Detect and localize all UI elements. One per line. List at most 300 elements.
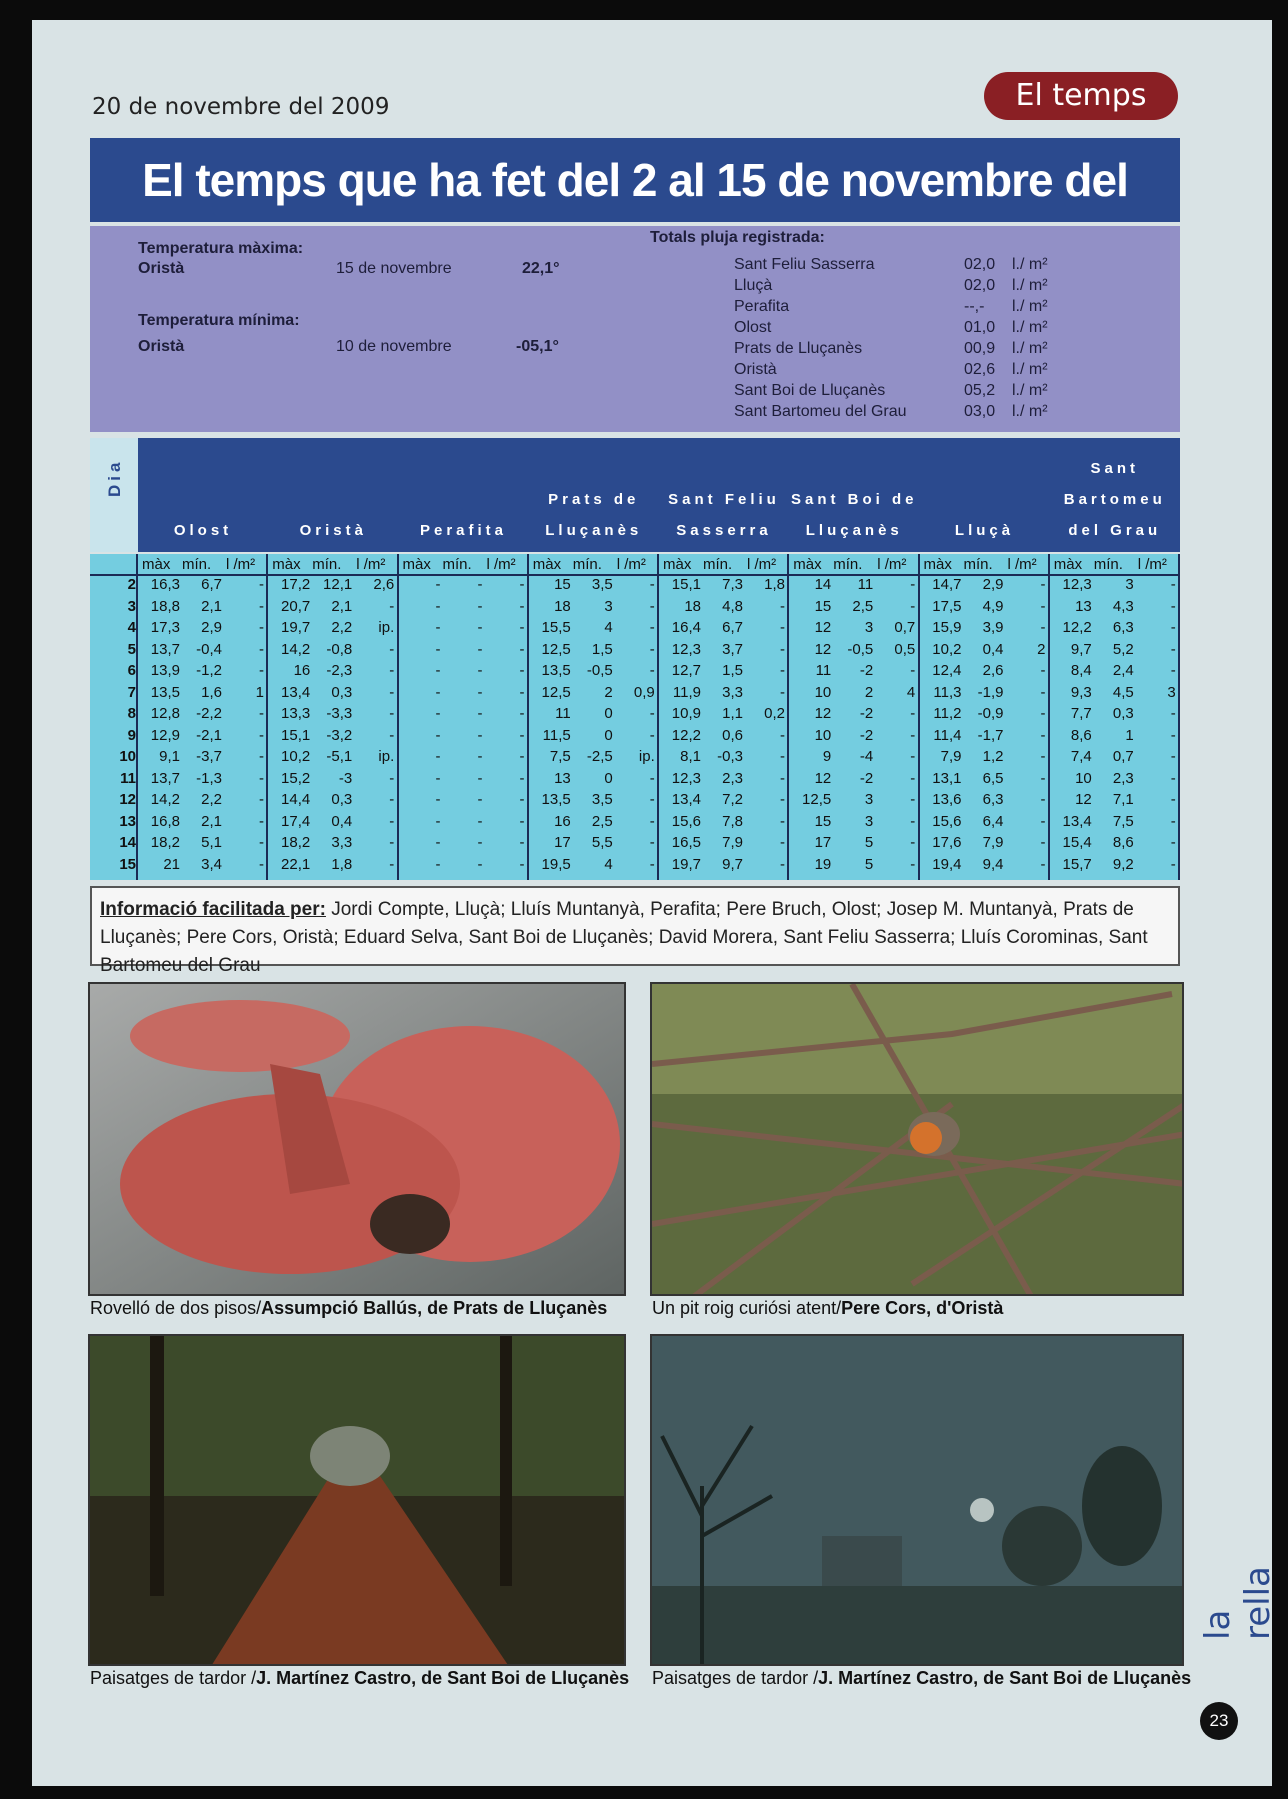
table-cell: 12 bbox=[814, 705, 832, 722]
column-divider bbox=[918, 554, 920, 880]
table-cell: 11 bbox=[815, 662, 832, 679]
table-cell: - bbox=[435, 791, 441, 808]
table-cell: - bbox=[780, 640, 785, 658]
table-cell: 7,4 bbox=[1070, 748, 1092, 765]
table-cell: 19,7 bbox=[281, 619, 311, 636]
column-subheader: mín. bbox=[833, 556, 863, 573]
table-cell: -1,2 bbox=[196, 662, 222, 679]
table-cell: 15,5 bbox=[541, 619, 571, 636]
table-cell: - bbox=[259, 748, 264, 765]
table-cell: - bbox=[477, 855, 483, 873]
page-number: 23 bbox=[1200, 1702, 1238, 1740]
publication-name: la rella bbox=[1198, 1566, 1278, 1640]
table-cell: - bbox=[780, 748, 785, 765]
day-cell: 9 bbox=[127, 726, 136, 744]
table-cell: 11,3 bbox=[933, 683, 962, 701]
table-cell: - bbox=[259, 662, 264, 679]
table-cell: -1,7 bbox=[977, 726, 1004, 744]
table-cell: - bbox=[780, 812, 785, 830]
table-cell: -2 bbox=[859, 705, 874, 722]
table-cell: - bbox=[435, 640, 441, 658]
table-cell: 19,7 bbox=[671, 855, 701, 873]
table-cell: - bbox=[477, 769, 483, 787]
table-cell: 2,2 bbox=[201, 791, 222, 808]
table-cell: 3 bbox=[1125, 576, 1134, 593]
table-cell: 0 bbox=[604, 726, 613, 744]
table-cell: - bbox=[435, 662, 441, 679]
rain-value: 02,0 bbox=[964, 256, 996, 273]
caption-1-text: Rovelló de dos pisos/ bbox=[90, 1298, 262, 1318]
table-cell: 20,7 bbox=[281, 597, 311, 615]
caption-1-credit: Assumpció Ballús, de Prats de Lluçanès bbox=[261, 1298, 608, 1318]
table-cell: - bbox=[1170, 834, 1176, 851]
table-cell: - bbox=[435, 812, 441, 830]
table-cell: 11 bbox=[555, 705, 571, 722]
table-cell: - bbox=[1040, 791, 1046, 808]
table-cell: - bbox=[477, 834, 483, 851]
rain-title: Totals pluja registrada: bbox=[650, 229, 825, 246]
photo-robin bbox=[650, 982, 1184, 1296]
column-subheader: l /m² bbox=[1007, 556, 1037, 573]
table-cell: 13 bbox=[554, 769, 571, 787]
station-header: Sant Boi de Lluçanès bbox=[790, 491, 918, 539]
table-cell: - bbox=[435, 834, 441, 851]
min-temp-value: -05,1° bbox=[516, 338, 559, 355]
column-subheader: mín. bbox=[1093, 556, 1123, 573]
table-cell: 13,7 bbox=[150, 640, 180, 658]
rain-value: 03,0 bbox=[964, 403, 996, 420]
table-cell: 12 bbox=[814, 640, 832, 658]
dia-label: Dia bbox=[105, 458, 124, 497]
station-header: Oristà bbox=[299, 522, 367, 539]
table-cell: 16,8 bbox=[150, 812, 180, 830]
day-cell: 2 bbox=[127, 576, 136, 593]
table-cell: 3,3 bbox=[722, 683, 743, 701]
column-subheader: mín. bbox=[442, 556, 472, 573]
table-cell: 6,7 bbox=[201, 576, 222, 593]
table-cell: 7,1 bbox=[1112, 791, 1134, 808]
caption-2 bbox=[652, 1298, 1003, 1319]
column-divider bbox=[787, 554, 789, 880]
table-cell: -0,5 bbox=[847, 640, 874, 658]
table-cell: 8,4 bbox=[1070, 662, 1092, 679]
rain-place: Sant Feliu Sasserra bbox=[734, 256, 875, 273]
table-cell: 9,7 bbox=[1070, 640, 1092, 658]
table-cell: - bbox=[477, 662, 483, 679]
table-cell: - bbox=[1040, 855, 1046, 873]
column-subheader: màx bbox=[663, 556, 692, 573]
photo-foggy-landscape bbox=[650, 1334, 1184, 1666]
table-cell: - bbox=[477, 748, 483, 765]
column-divider bbox=[1048, 554, 1050, 880]
table-cell: - bbox=[435, 683, 441, 701]
table-cell: - bbox=[1170, 769, 1176, 787]
table-cell: - bbox=[649, 619, 655, 636]
table-cell: 13,7 bbox=[150, 769, 180, 787]
column-subheader: mín. bbox=[703, 556, 733, 573]
table-cell: - bbox=[910, 726, 916, 744]
table-cell: - bbox=[389, 683, 395, 701]
table-cell: 11,9 bbox=[672, 683, 701, 701]
table-cell: - bbox=[1170, 705, 1176, 722]
table-cell: -2 bbox=[859, 769, 874, 787]
table-cell: - bbox=[259, 619, 264, 636]
table-cell: - bbox=[1040, 812, 1046, 830]
table-cell: 6,5 bbox=[982, 769, 1004, 787]
table-cell: 8,6 bbox=[1070, 726, 1092, 744]
table-cell: 14,2 bbox=[150, 791, 180, 808]
station-header: Sant Feliu Sasserra bbox=[668, 491, 780, 539]
table-cell: 0,4 bbox=[982, 640, 1004, 658]
table-cell: -0,3 bbox=[717, 748, 743, 765]
info-box bbox=[90, 886, 1180, 976]
table-cell: 9 bbox=[822, 748, 832, 765]
table-cell: - bbox=[389, 662, 395, 679]
column-subheader: l /m² bbox=[226, 556, 256, 573]
table-cell: 6,4 bbox=[982, 812, 1004, 830]
table-cell: - bbox=[910, 597, 916, 615]
table-cell: 7,9 bbox=[982, 834, 1004, 851]
rain-row bbox=[642, 340, 1072, 361]
table-cell: - bbox=[435, 619, 441, 636]
table-cell: - bbox=[519, 769, 525, 787]
table-cell: - bbox=[780, 769, 785, 787]
table-cell: 10 bbox=[1075, 769, 1092, 787]
table-cell: 2,5 bbox=[591, 812, 613, 830]
table-cell: - bbox=[649, 812, 655, 830]
page-title: El temps que ha fet del 2 al 15 de novembre del bbox=[90, 138, 1180, 222]
table-cell: 13,1 bbox=[932, 769, 962, 787]
table-cell: 1,5 bbox=[591, 640, 613, 658]
table-cell: 3,3 bbox=[331, 834, 353, 851]
table-cell: - bbox=[519, 726, 525, 744]
caption-4-text: Paisatges de tardor / bbox=[652, 1668, 819, 1688]
table-cell: - bbox=[1170, 576, 1176, 593]
table-cell: - bbox=[519, 576, 525, 593]
table-cell: 12,3 bbox=[671, 769, 701, 787]
table-cell: 12,4 bbox=[932, 662, 962, 679]
table-cell: 13,4 bbox=[281, 683, 311, 701]
caption-2-credit: Pere Cors, d'Oristà bbox=[841, 1298, 1004, 1318]
table-cell: 17,6 bbox=[932, 834, 962, 851]
table-cell: 9,4 bbox=[982, 855, 1004, 873]
table-cell: - bbox=[519, 597, 525, 615]
table-cell: - bbox=[649, 791, 655, 808]
column-subheader: màx bbox=[793, 556, 822, 573]
info-label: Informació facilitada per: bbox=[100, 899, 326, 920]
section-tag: El temps bbox=[984, 72, 1178, 120]
table-cell: - bbox=[259, 705, 264, 722]
column-subheader: l /m² bbox=[747, 556, 777, 573]
table-cell: 15 bbox=[814, 597, 832, 615]
rain-value: 01,0 bbox=[964, 319, 996, 336]
table-cell: 5,2 bbox=[1112, 640, 1134, 658]
table-cell: 4,8 bbox=[722, 597, 743, 615]
table-cell: -5,1 bbox=[326, 748, 353, 765]
table-cell: 17,5 bbox=[932, 597, 962, 615]
column-subheader: mín. bbox=[312, 556, 342, 573]
table-cell: - bbox=[910, 576, 916, 593]
table-cell: - bbox=[389, 705, 395, 722]
table-cell: 15,9 bbox=[932, 619, 962, 636]
table-cell: 17,3 bbox=[150, 619, 180, 636]
table-cell: - bbox=[780, 726, 785, 744]
table-cell: 1,1 bbox=[722, 705, 743, 722]
table-cell: - bbox=[477, 726, 483, 744]
table-cell: -2,3 bbox=[326, 662, 353, 679]
rain-place: Olost bbox=[734, 319, 772, 336]
table-cell: - bbox=[780, 791, 785, 808]
day-cell: 8 bbox=[127, 705, 136, 722]
column-subheader: màx bbox=[923, 556, 952, 573]
rain-row bbox=[642, 298, 1072, 319]
rain-place: Prats de Lluçanès bbox=[734, 340, 863, 357]
table-cell: - bbox=[389, 769, 395, 787]
table-cell: 15,7 bbox=[1062, 855, 1092, 873]
max-temp-value: 22,1° bbox=[522, 260, 560, 277]
day-cell: 12 bbox=[119, 791, 136, 808]
table-cell: 13,6 bbox=[932, 791, 962, 808]
table-cell: - bbox=[1170, 726, 1176, 744]
table-cell: 14 bbox=[814, 576, 832, 593]
table-cell: 7,7 bbox=[1070, 705, 1092, 722]
table-cell: - bbox=[477, 597, 483, 615]
table-cell: - bbox=[1040, 769, 1046, 787]
table-cell: 12,2 bbox=[1062, 619, 1092, 636]
table-cell: 15,4 bbox=[1062, 834, 1092, 851]
table-cell: - bbox=[1040, 748, 1046, 765]
table-cell: 18,8 bbox=[150, 597, 180, 615]
table-cell: 2,1 bbox=[331, 597, 353, 615]
day-cell: 11 bbox=[120, 769, 136, 787]
table-cell: - bbox=[519, 855, 525, 873]
table-cell: 16,4 bbox=[671, 619, 701, 636]
table-cell: - bbox=[1170, 662, 1176, 679]
table-cell: - bbox=[649, 662, 655, 679]
table-cell: -0,9 bbox=[977, 705, 1004, 722]
table-cell: 12,3 bbox=[671, 640, 701, 658]
table-cell: ip. bbox=[638, 748, 655, 765]
table-cell: 3 bbox=[864, 791, 874, 808]
table-cell: - bbox=[519, 662, 525, 679]
table-cell: 1,8 bbox=[331, 855, 353, 873]
table-cell: 10,2 bbox=[932, 640, 962, 658]
rain-unit: l./ m² bbox=[1012, 340, 1048, 357]
day-cell: 10 bbox=[119, 748, 136, 765]
table-cell: 10,9 bbox=[671, 705, 701, 722]
table-cell: 15 bbox=[554, 576, 571, 593]
caption-4-credit: J. Martínez Castro, de Sant Boi de Lluçanès bbox=[818, 1668, 1192, 1688]
table-cell: 12,5 bbox=[541, 640, 571, 658]
station-header: Prats de Lluçanès bbox=[545, 491, 643, 539]
rain-unit: l./ m² bbox=[1012, 277, 1048, 294]
table-cell: - bbox=[519, 812, 525, 830]
table-cell: 18 bbox=[554, 597, 571, 615]
table-cell: 12,5 bbox=[802, 791, 832, 808]
table-cell: - bbox=[259, 597, 264, 615]
table-cell: 2,9 bbox=[982, 576, 1004, 593]
max-temp-date: 15 de novembre bbox=[336, 260, 452, 277]
table-cell: - bbox=[1040, 705, 1046, 722]
table-cell: - bbox=[910, 748, 916, 765]
table-cell: - bbox=[649, 769, 655, 787]
table-cell: 13,9 bbox=[150, 662, 180, 679]
column-divider bbox=[266, 554, 268, 880]
dia-column-header bbox=[90, 438, 138, 552]
rain-place: Sant Boi de Lluçanès bbox=[734, 382, 886, 399]
table-cell: - bbox=[259, 791, 264, 808]
table-cell: 10,2 bbox=[281, 748, 311, 765]
table-cell: 0,2 bbox=[764, 705, 785, 722]
table-cell: 1,8 bbox=[764, 576, 785, 593]
table-cell: - bbox=[389, 597, 395, 615]
caption-3-credit: J. Martínez Castro, de Sant Boi de Lluçanès bbox=[256, 1668, 630, 1688]
table-cell: -2,2 bbox=[196, 705, 222, 722]
rain-unit: l./ m² bbox=[1012, 319, 1048, 336]
table-cell: 2,4 bbox=[1112, 662, 1134, 679]
table-cell: - bbox=[435, 597, 441, 615]
issue-date: 20 de novembre del 2009 bbox=[92, 94, 390, 120]
table-cell: 12 bbox=[814, 619, 832, 636]
table-cell: - bbox=[1040, 619, 1046, 636]
header-divider bbox=[90, 574, 1180, 576]
table-cell: 0,7 bbox=[894, 619, 916, 636]
table-cell: - bbox=[910, 791, 916, 808]
table-cell: 7,9 bbox=[722, 834, 743, 851]
table-cell: - bbox=[259, 812, 264, 830]
station-header: Sant Bartomeu del Grau bbox=[1063, 460, 1166, 539]
rain-unit: l./ m² bbox=[1012, 403, 1048, 420]
table-cell: 4,9 bbox=[982, 597, 1004, 615]
table-cell: - bbox=[389, 640, 395, 658]
table-cell: - bbox=[1040, 597, 1046, 615]
caption-3-text: Paisatges de tardor / bbox=[90, 1668, 257, 1688]
table-cell: 9,3 bbox=[1070, 683, 1092, 701]
table-cell: 2,2 bbox=[331, 619, 353, 636]
table-cell: 8,6 bbox=[1112, 834, 1134, 851]
day-cell: 4 bbox=[127, 619, 136, 636]
table-cell: 12 bbox=[1075, 791, 1092, 808]
station-header: Lluçà bbox=[954, 522, 1015, 539]
table-cell: 6,3 bbox=[1112, 619, 1134, 636]
table-cell: - bbox=[435, 576, 441, 593]
table-cell: - bbox=[780, 597, 785, 615]
table-cell: 0,4 bbox=[331, 812, 353, 830]
table-cell: 3,7 bbox=[722, 640, 743, 658]
table-cell: 2,3 bbox=[722, 769, 743, 787]
table-cell: - bbox=[649, 597, 655, 615]
table-cell: - bbox=[1170, 597, 1176, 615]
table-cell: 16,5 bbox=[671, 834, 701, 851]
table-cell: - bbox=[259, 769, 264, 787]
rain-unit: l./ m² bbox=[1012, 256, 1048, 273]
column-divider bbox=[136, 554, 138, 880]
table-cell: 0 bbox=[604, 769, 613, 787]
info-text: Jordi Compte, Lluçà; Lluís Muntanyà, Perafita; Pere Bruch, Olost; Josep M. Muntanyà, Prats de Lluçanès; Pere Cors, Oristà; Eduard Selva, Sant Boi de Lluçanès; David Morera, Sant Feliu Sasserra; Lluís Corominas, Sant Bartomeu del Grau bbox=[100, 899, 1148, 976]
table-cell: 2 bbox=[604, 683, 613, 701]
rain-place: Oristà bbox=[734, 361, 777, 378]
photo-mushroom bbox=[88, 982, 626, 1296]
table-cell: - bbox=[519, 619, 525, 636]
table-cell: - bbox=[1170, 812, 1176, 830]
weather-table bbox=[90, 554, 1180, 880]
table-cell: 2 bbox=[864, 683, 874, 701]
table-cell: 4 bbox=[906, 683, 916, 701]
table-cell: 7,9 bbox=[940, 748, 962, 765]
photo-forest-path bbox=[88, 1334, 626, 1666]
table-cell: 7,3 bbox=[722, 576, 743, 593]
table-cell: ip. bbox=[378, 748, 395, 765]
table-cell: 3 bbox=[864, 812, 874, 830]
day-cell: 15 bbox=[119, 855, 136, 873]
table-cell: 14,4 bbox=[281, 791, 311, 808]
table-cell: - bbox=[259, 726, 264, 744]
rain-row bbox=[642, 319, 1072, 340]
table-cell: 11,5 bbox=[542, 726, 571, 744]
column-divider bbox=[657, 554, 659, 880]
table-cell: 15,1 bbox=[281, 726, 311, 744]
table-cell: 21 bbox=[163, 855, 180, 873]
station-header: Perafita bbox=[419, 522, 508, 539]
rain-unit: l./ m² bbox=[1012, 298, 1048, 315]
table-cell: - bbox=[519, 705, 525, 722]
table-cell: 0,3 bbox=[331, 791, 353, 808]
table-cell: 0 bbox=[604, 705, 613, 722]
table-cell: 3 bbox=[1167, 683, 1176, 701]
day-cell: 7 bbox=[127, 683, 136, 701]
table-cell: 19,5 bbox=[541, 855, 571, 873]
table-cell: - bbox=[1170, 619, 1176, 636]
table-cell: 6,7 bbox=[722, 619, 743, 636]
table-cell: -2 bbox=[859, 726, 874, 744]
rain-row bbox=[642, 277, 1072, 298]
table-cell: - bbox=[780, 619, 785, 636]
table-cell: - bbox=[519, 640, 525, 658]
table-cell: 0,7 bbox=[1112, 748, 1134, 765]
table-cell: 0,9 bbox=[633, 683, 655, 701]
table-cell: 12,1 bbox=[323, 576, 353, 593]
table-cell: - bbox=[519, 748, 525, 765]
table-cell: - bbox=[780, 662, 785, 679]
table-cell: -2,1 bbox=[196, 726, 222, 744]
day-cell: 6 bbox=[127, 662, 136, 679]
table-cell: - bbox=[259, 576, 264, 593]
table-cell: ip. bbox=[378, 619, 395, 636]
table-cell: - bbox=[649, 726, 655, 744]
table-cell: 14,2 bbox=[281, 640, 311, 658]
table-cell: - bbox=[477, 791, 483, 808]
rain-row bbox=[642, 361, 1072, 382]
table-cell: - bbox=[1170, 791, 1176, 808]
column-subheader: màx bbox=[272, 556, 301, 573]
table-cell: 17,2 bbox=[281, 576, 311, 593]
table-cell: - bbox=[1170, 855, 1176, 873]
table-cell: - bbox=[519, 834, 525, 851]
table-cell: - bbox=[477, 812, 483, 830]
table-cell: -3,7 bbox=[196, 748, 222, 765]
table-cell: 13 bbox=[1075, 597, 1092, 615]
table-cell: 12,9 bbox=[150, 726, 180, 744]
day-cell: 3 bbox=[127, 597, 136, 615]
caption-3 bbox=[90, 1668, 629, 1689]
table-cell: - bbox=[1040, 834, 1046, 851]
day-cell: 5 bbox=[127, 640, 136, 658]
rain-value: 00,9 bbox=[964, 340, 996, 357]
table-cell: - bbox=[389, 855, 395, 873]
table-cell: - bbox=[435, 855, 441, 873]
table-cell: -2,5 bbox=[586, 748, 613, 765]
table-cell: 2,3 bbox=[1112, 769, 1134, 787]
